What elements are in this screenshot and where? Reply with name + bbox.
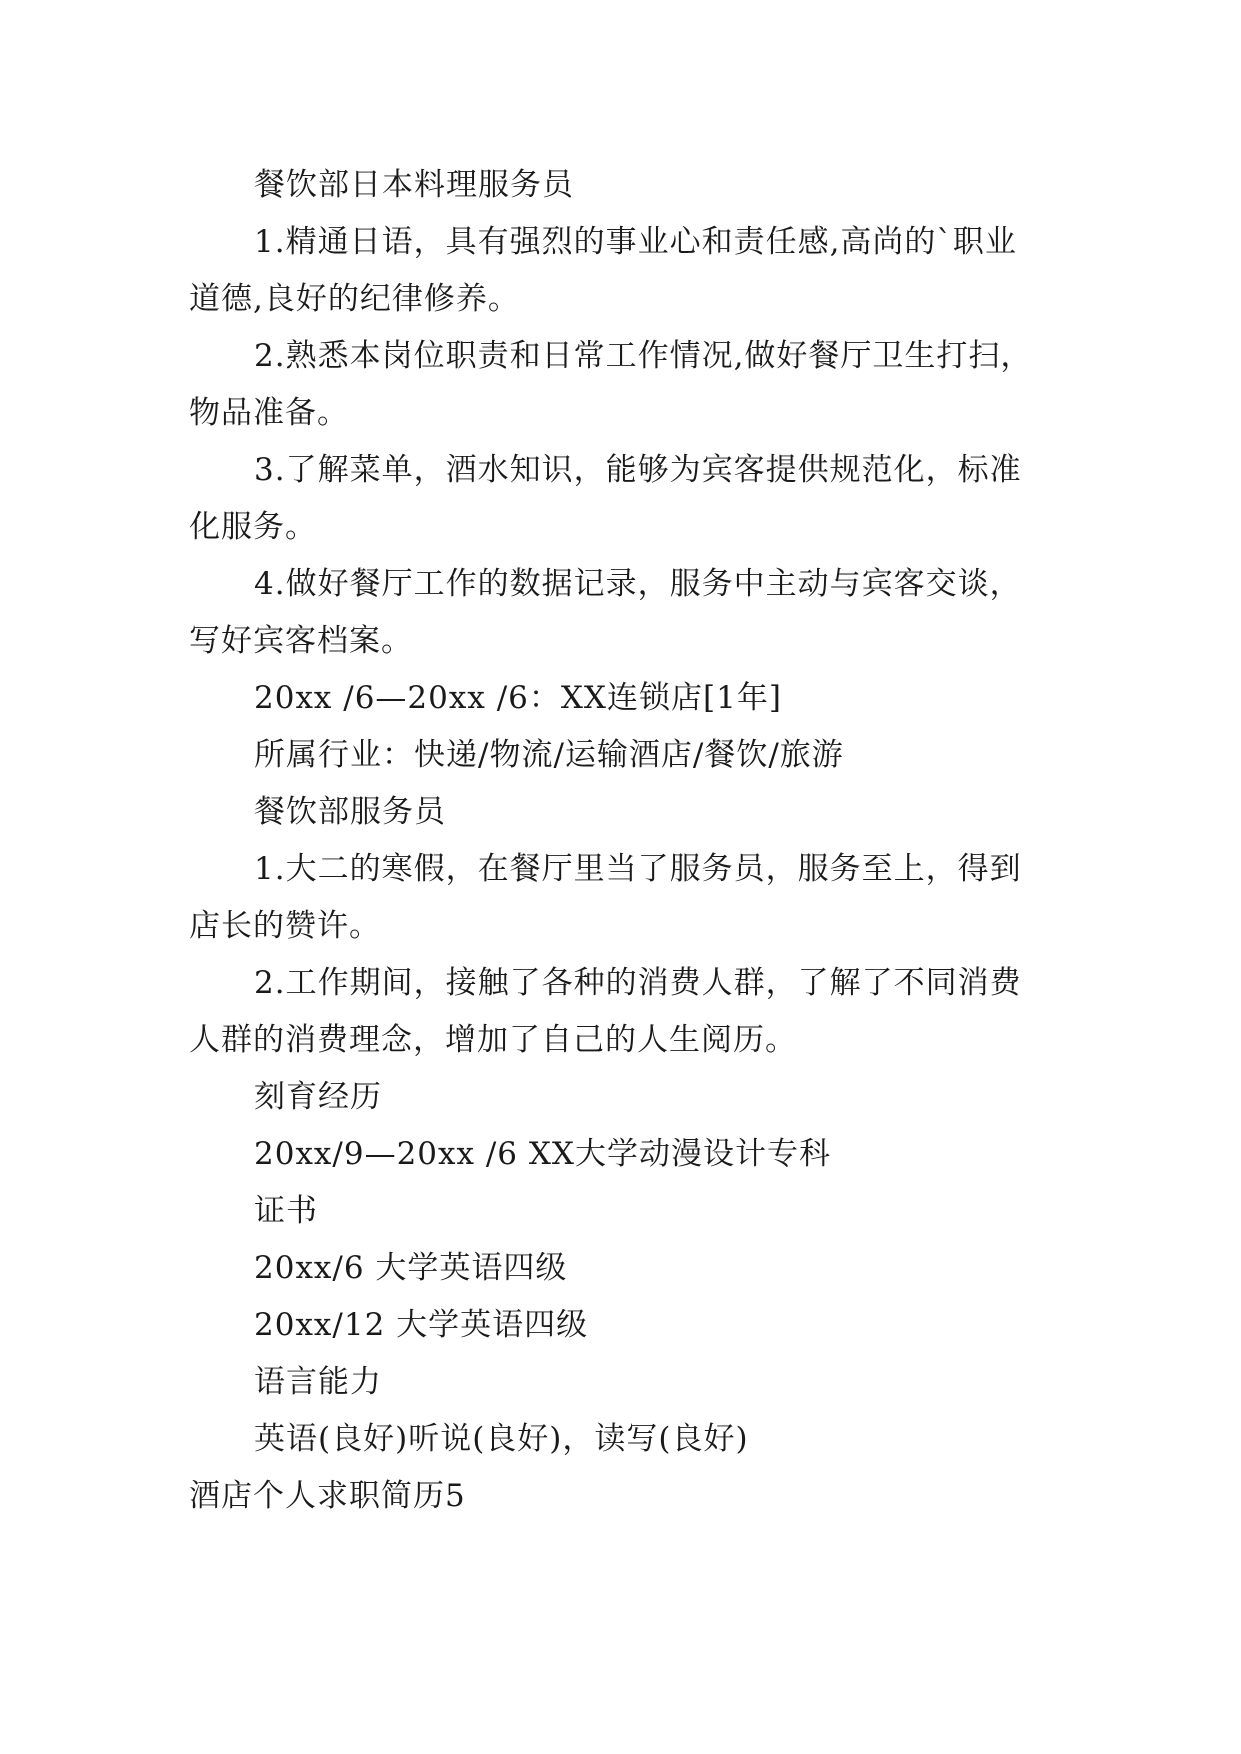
section-heading-japanese-waiter: 餐饮部日本料理服务员 [254, 167, 574, 203]
certificate-entry-1: 20xx/6 大学英语四级 [254, 1250, 568, 1286]
waiter-item-1-cont: 店长的赞许。 [189, 908, 381, 944]
waiter-item-1: 1.大二的寒假，在餐厅里当了服务员，服务至上，得到 [254, 851, 1022, 887]
section-heading-certificates: 证书 [254, 1193, 318, 1229]
duty-item-2: 2.熟悉本岗位职责和日常工作情况,做好餐厅卫生打扫， [254, 338, 1033, 374]
duty-item-3-cont: 化服务。 [189, 509, 317, 545]
job-period: 20xx /6—20xx /6：XX连锁店[1年] [254, 680, 782, 716]
language-entry: 英语(良好)听说(良好)，读写(良好) [254, 1421, 749, 1457]
duty-item-4-cont: 写好宾客档案。 [189, 623, 413, 659]
duty-item-3: 3.了解菜单，酒水知识，能够为宾客提供规范化，标准 [254, 452, 1022, 488]
document-title-resume-5: 酒店个人求职简历5 [189, 1478, 466, 1514]
industry-line: 所属行业：快递/物流/运输酒店/餐饮/旅游 [254, 737, 844, 773]
education-entry: 20xx/9—20xx /6 XX大学动漫设计专科 [254, 1136, 832, 1172]
duty-item-2-cont: 物品准备。 [189, 395, 349, 431]
section-heading-waiter: 餐饮部服务员 [254, 794, 446, 830]
section-heading-education: 刻育经历 [254, 1079, 382, 1115]
duty-item-1: 1.精通日语，具有强烈的事业心和责任感,高尚的`职业 [254, 224, 1017, 260]
waiter-item-2-cont: 人群的消费理念，增加了自己的人生阅历。 [189, 1022, 797, 1058]
duty-item-1-cont: 道德,良好的纪律修养。 [189, 281, 520, 317]
waiter-item-2: 2.工作期间，接触了各种的消费人群，了解了不同消费 [254, 965, 1022, 1001]
certificate-entry-2: 20xx/12 大学英语四级 [254, 1307, 589, 1343]
duty-item-4: 4.做好餐厅工作的数据记录，服务中主动与宾客交谈， [254, 566, 1022, 602]
section-heading-language: 语言能力 [254, 1364, 382, 1400]
